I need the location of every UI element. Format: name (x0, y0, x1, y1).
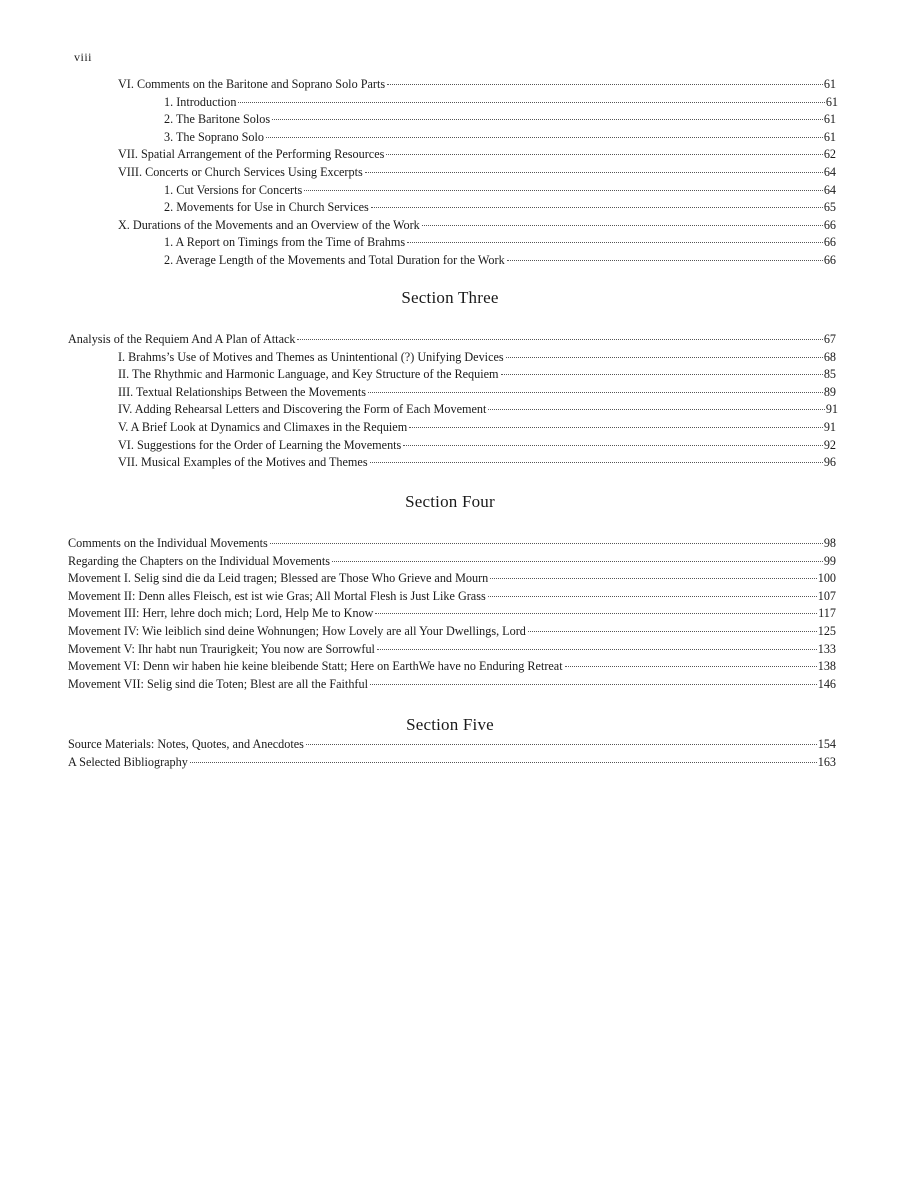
dot-leader (365, 171, 823, 173)
toc-entry-label: 1. Introduction (164, 94, 237, 109)
toc-entry-page: 61 (823, 129, 836, 144)
section-four-entries (0, 535, 900, 693)
toc-entry-page: 68 (823, 349, 836, 364)
toc-entry-label: Movement IV: Wie leiblich sind deine Wohnungen; How Lovely are all Your Dwellings, Lord (68, 623, 526, 638)
toc-entry[interactable] (0, 111, 836, 129)
toc-entry-page: 117 (818, 606, 836, 621)
toc-entry[interactable] (0, 588, 836, 606)
toc-entry-page: 99 (823, 553, 836, 568)
toc-entry-page: 62 (823, 147, 836, 162)
dot-leader (238, 101, 824, 103)
toc-entry-label: VI. Comments on the Baritone and Soprano Solo Parts (118, 77, 386, 91)
toc-entry[interactable] (0, 349, 836, 367)
toc-entry-page: 154 (817, 737, 836, 751)
toc-entry[interactable] (0, 76, 836, 94)
toc-entry-page: 61 (825, 94, 838, 109)
toc-entry-label: Movement VI: Denn wir haben hie keine bleibende Statt; Here on EarthWe have no Enduring Retreat (68, 659, 563, 674)
dot-leader (506, 356, 823, 358)
toc-entry-page: 133 (817, 641, 836, 656)
toc-entry-page: 66 (823, 252, 836, 267)
toc-entry[interactable] (0, 182, 836, 200)
section-five-heading: Section Five (406, 715, 494, 734)
toc-entry-label: Movement VII: Selig sind die Toten; Blest are all the Faithful (68, 676, 368, 691)
toc-entry[interactable] (0, 535, 836, 553)
toc-entry-label: 1. A Report on Timings from the Time of Brahms (164, 235, 406, 250)
toc-entry-label: Source Materials: Notes, Quotes, and Anecdotes (68, 737, 304, 751)
dot-leader (272, 118, 823, 120)
dot-leader (565, 665, 817, 667)
dot-leader (190, 761, 817, 763)
dot-leader (306, 743, 817, 745)
toc-entry-label: IV. Adding Rehearsal Letters and Discovering the Form of Each Movement (118, 402, 487, 417)
toc-entry[interactable] (0, 419, 836, 437)
toc-entry[interactable] (0, 401, 838, 419)
dot-leader (375, 612, 817, 614)
toc-entry-page: 91 (825, 402, 838, 417)
toc-entry[interactable] (0, 754, 836, 772)
toc-entry-page: 65 (823, 200, 836, 215)
toc-entry-page: 100 (817, 571, 836, 586)
dot-leader (332, 560, 823, 562)
section-three-entries (0, 331, 900, 472)
toc-entry[interactable] (0, 676, 836, 694)
toc-entry[interactable] (0, 454, 836, 472)
dot-leader (528, 630, 817, 632)
toc-entry[interactable] (0, 129, 836, 147)
toc-entry-page: 61 (823, 77, 836, 91)
toc-entry-page: 107 (817, 588, 836, 603)
toc-entry[interactable] (0, 366, 836, 384)
toc-entry[interactable] (0, 252, 836, 270)
toc-entry-label: Analysis of the Requiem And A Plan of Attack (68, 332, 296, 346)
section-five-entries (0, 736, 900, 771)
dot-leader (407, 241, 823, 243)
toc-entry[interactable] (0, 570, 836, 588)
dot-leader (488, 408, 824, 410)
toc-entry-label: 2. Average Length of the Movements and Total Duration for the Work (164, 252, 505, 267)
dot-leader (304, 189, 823, 191)
toc-entry-label: Comments on the Individual Movements (68, 536, 268, 550)
toc-entry-label: II. The Rhythmic and Harmonic Language, and Key Structure of the Requiem (118, 367, 499, 382)
dot-leader (270, 542, 823, 544)
toc-block-continued (0, 76, 900, 270)
toc-entry-page: 146 (817, 676, 836, 691)
toc-entry-page: 64 (823, 164, 836, 179)
toc-entry[interactable] (0, 384, 836, 402)
toc-entry-label: 3. The Soprano Solo (164, 129, 264, 144)
toc-entry-label: VIII. Concerts or Church Services Using Excerpts (118, 164, 363, 179)
toc-entry[interactable] (0, 736, 836, 754)
toc-entry[interactable] (0, 641, 836, 659)
page-number: viii (74, 50, 93, 64)
toc-entry-label: Movement II: Denn alles Fleisch, est ist wie Gras; All Mortal Flesh is Just Like Grass (68, 588, 486, 603)
dot-leader (422, 224, 823, 226)
toc-entry-label: I. Brahms’s Use of Motives and Themes as Unintentional (?) Unifying Devices (118, 349, 504, 364)
dot-leader (403, 444, 823, 446)
toc-entry-label: III. Textual Relationships Between the Movements (118, 384, 367, 399)
dot-leader (370, 683, 817, 685)
dot-leader (490, 577, 816, 579)
toc-entry-label: VII. Spatial Arrangement of the Performing Resources (118, 147, 385, 162)
dot-leader (386, 153, 822, 155)
dot-leader (370, 461, 823, 463)
dot-leader (377, 648, 817, 650)
toc-entry-label: 2. The Baritone Solos (164, 112, 271, 127)
toc-entry-page: 64 (823, 182, 836, 197)
toc-entry-page: 98 (823, 536, 836, 550)
toc-entry-page: 89 (823, 384, 836, 399)
dot-leader (488, 595, 817, 597)
dot-leader (266, 136, 823, 138)
toc-entry-page: 138 (817, 659, 836, 674)
toc-entry[interactable] (0, 658, 836, 676)
toc-entry[interactable] (0, 234, 836, 252)
dot-leader (371, 206, 823, 208)
toc-entry-page: 66 (823, 235, 836, 250)
toc-entry-page: 85 (823, 367, 836, 382)
toc-entry-page: 91 (823, 419, 836, 434)
toc-entry[interactable] (0, 437, 836, 455)
toc-entry-label: 2. Movements for Use in Church Services (164, 200, 369, 215)
toc-entry[interactable] (0, 94, 838, 112)
toc-entry-label: VI. Suggestions for the Order of Learning the Movements (118, 437, 402, 452)
toc-entry-label: Movement V: Ihr habt nun Traurigkeit; You now are Sorrowful (68, 641, 375, 656)
toc-entry[interactable] (0, 199, 836, 217)
toc-entry-page: 163 (817, 754, 836, 769)
dot-leader (501, 373, 823, 375)
dot-leader (507, 259, 823, 261)
dot-leader (409, 426, 823, 428)
toc-entry-label: 1. Cut Versions for Concerts (164, 182, 303, 197)
toc-entry[interactable] (0, 623, 836, 641)
toc-entry-page: 96 (823, 455, 836, 470)
toc-entry-page: 66 (823, 217, 836, 232)
toc-entry-label: Regarding the Chapters on the Individual Movements (68, 553, 330, 568)
toc-entry-label: Movement I. Selig sind die da Leid tragen; Blessed are Those Who Grieve and Mourn (68, 571, 489, 586)
dot-leader (387, 83, 823, 85)
toc-entry-page: 92 (823, 437, 836, 452)
toc-entry[interactable] (0, 146, 836, 164)
section-three-heading: Section Three (401, 288, 499, 307)
dot-leader (368, 391, 823, 393)
toc-entry[interactable] (0, 331, 836, 349)
toc-entry-label: VII. Musical Examples of the Motives and Themes (118, 455, 368, 470)
toc-entry-page: 125 (817, 623, 836, 638)
toc-entry[interactable] (0, 164, 836, 182)
toc-entry-label: V. A Brief Look at Dynamics and Climaxes in the Requiem (118, 419, 408, 434)
toc-entry-label: A Selected Bibliography (68, 754, 188, 769)
toc-entry[interactable] (0, 553, 836, 571)
toc-entry-label: X. Durations of the Movements and an Overview of the Work (118, 217, 420, 232)
toc-entry-page: 67 (823, 332, 836, 346)
section-four-heading: Section Four (405, 492, 495, 511)
toc-entry-page: 61 (823, 112, 836, 127)
toc-entry[interactable] (0, 605, 836, 623)
dot-leader (297, 338, 822, 340)
toc-entry[interactable] (0, 217, 836, 235)
toc-entry-label: Movement III: Herr, lehre doch mich; Lord, Help Me to Know (68, 606, 374, 621)
